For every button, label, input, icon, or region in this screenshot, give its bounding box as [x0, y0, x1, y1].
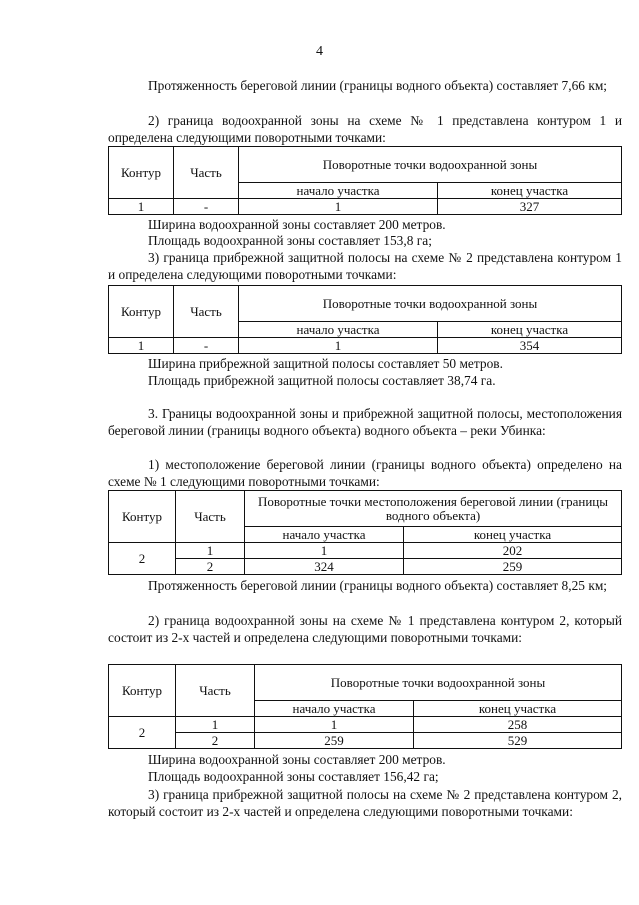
shoreline-length-paragraph: Протяженность береговой линии (границы водного объекта) составляет 7,66 км;	[148, 78, 608, 93]
col-header-start: начало участка	[239, 183, 438, 199]
col-header-part: Часть	[176, 491, 245, 543]
col-header-end: конец участка	[414, 701, 622, 717]
cell-end: 259	[404, 559, 622, 575]
col-header-start: начало участка	[239, 322, 438, 338]
cell-contour: 2	[109, 543, 176, 575]
shoreline-length-paragraph-2: Протяженность береговой линии (границы водного объекта) составляет 8,25 км;	[148, 578, 608, 593]
cell-end: 354	[438, 338, 622, 354]
cell-part: 1	[176, 717, 255, 733]
strip-area-text: Площадь прибрежной защитной полосы составляет 38,74 га.	[148, 373, 496, 388]
cell-start: 1	[239, 338, 438, 354]
table-row	[109, 559, 622, 575]
zone-area-text: Площадь водоохранной зоны составляет 153,8 га;	[148, 233, 432, 248]
col-header-part: Часть	[174, 147, 239, 199]
table-row	[109, 733, 622, 749]
table-shoreline-location	[108, 490, 622, 575]
cell-contour: 1	[109, 338, 174, 354]
protective-strip-paragraph-2: 3) граница прибрежной защитной полосы на схеме № 2 представлена контуром 2, который состоит из 2-х частей и определена следующими поворотными точками:	[108, 787, 622, 819]
col-header-points: Поворотные точки водоохранной зоны	[239, 286, 622, 322]
zone-width-text-2: Ширина водоохранной зоны составляет 200 метров.	[148, 752, 446, 767]
col-header-end: конец участка	[438, 322, 622, 338]
col-header-start: начало участка	[245, 527, 404, 543]
cell-start: 1	[255, 717, 414, 733]
cell-start: 1	[245, 543, 404, 559]
water-zone-paragraph: 2) граница водоохранной зоны на схеме № 1 представлена контуром 1 и определена следующими поворотными точками:	[108, 113, 622, 145]
cell-part: 2	[176, 733, 255, 749]
cell-end: 327	[438, 199, 622, 215]
protective-strip-paragraph: 3) граница прибрежной защитной полосы на схеме № 2 представлена контуром 1 и определена следующими поворотными точками:	[108, 250, 622, 282]
table-row	[109, 717, 622, 733]
table-row	[109, 543, 622, 559]
table-water-zone-1	[108, 146, 622, 215]
water-zone-paragraph-2: 2) граница водоохранной зоны на схеме № 1 представлена контуром 2, который состоит из 2-х частей и определена следующими поворотными точками:	[108, 613, 622, 645]
col-header-contour: Контур	[109, 665, 176, 717]
page-number: 4	[316, 44, 323, 59]
col-header-points: Поворотные точки водоохранной зоны	[239, 147, 622, 183]
cell-contour: 1	[109, 199, 174, 215]
table-row	[109, 199, 622, 215]
col-header-part: Часть	[176, 665, 255, 717]
col-header-points: Поворотные точки местоположения береговой линии (границы водного объекта)	[245, 491, 622, 527]
cell-part: 1	[176, 543, 245, 559]
cell-end: 529	[414, 733, 622, 749]
col-header-contour: Контур	[109, 491, 176, 543]
col-header-end: конец участка	[404, 527, 622, 543]
col-header-points: Поворотные точки водоохранной зоны	[255, 665, 622, 701]
strip-width-text: Ширина прибрежной защитной полосы составляет 50 метров.	[148, 356, 503, 371]
col-header-end: конец участка	[438, 183, 622, 199]
zone-width-text: Ширина водоохранной зоны составляет 200 метров.	[148, 217, 446, 232]
cell-contour: 2	[109, 717, 176, 749]
col-header-contour: Контур	[109, 147, 174, 199]
cell-start: 259	[255, 733, 414, 749]
col-header-start: начало участка	[255, 701, 414, 717]
cell-end: 258	[414, 717, 622, 733]
col-header-contour: Контур	[109, 286, 174, 338]
zone-area-text-2: Площадь водоохранной зоны составляет 156,42 га;	[148, 769, 439, 784]
cell-part: -	[174, 338, 239, 354]
col-header-part: Часть	[174, 286, 239, 338]
cell-start: 324	[245, 559, 404, 575]
table-water-zone-2	[108, 664, 622, 749]
cell-end: 202	[404, 543, 622, 559]
section3-heading: 3. Границы водоохранной зоны и прибрежной защитной полосы, местоположения береговой линии (границы водного объекта) водного объекта – реки Убинка:	[108, 406, 622, 438]
cell-part: 2	[176, 559, 245, 575]
cell-start: 1	[239, 199, 438, 215]
table-row	[109, 338, 622, 354]
cell-part: -	[174, 199, 239, 215]
shoreline-location-paragraph: 1) местоположение береговой линии (границы водного объекта) определено на схеме № 1 следующими поворотными точками:	[108, 457, 622, 489]
table-protective-strip-1	[108, 285, 622, 354]
